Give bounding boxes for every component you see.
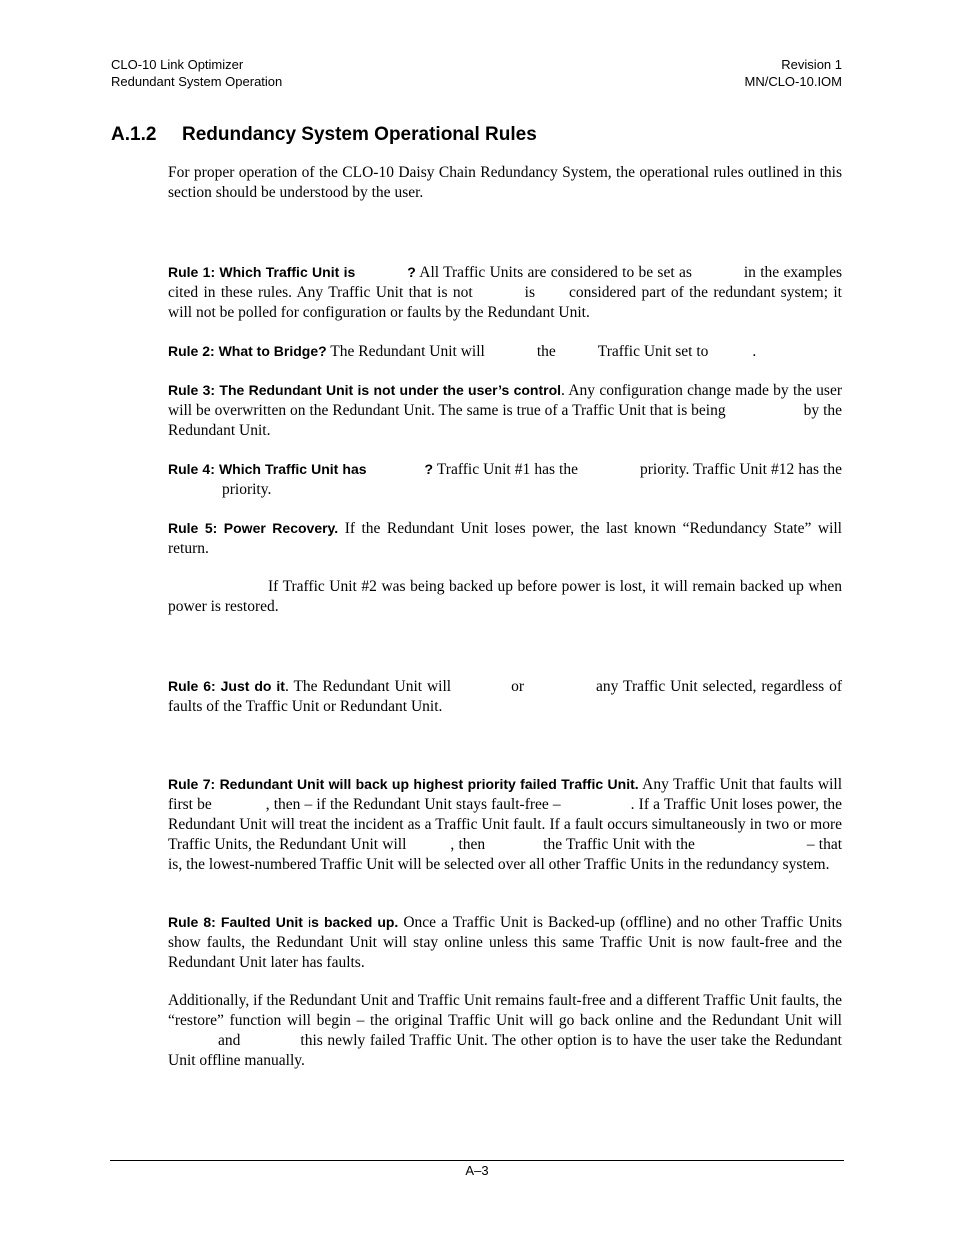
rule-2-text-1: The Redundant Unit will (326, 343, 485, 360)
rule-3-text-2: by the Redundant Unit. (168, 402, 843, 439)
rule-5-example-paragraph (168, 577, 842, 617)
footer-divider (110, 1160, 844, 1161)
rule-3-text-1: . Any configuration change made by the user will be overwritten on the Redundant Unit. The same is true of a Traffic Unit that is being (168, 382, 842, 419)
rule-4-text-3: priority. (222, 481, 272, 498)
rule-1-text-2: in the examples cited in these rules. Any Traffic Unit that is not (168, 264, 842, 301)
rule-5-example-text: If Traffic Unit #2 was being backed up before power is lost, it will remain backed up when power is restored. (168, 578, 842, 615)
rule-4-label: Rule 4: Which Traffic Unit has (168, 461, 367, 477)
rule-7-text-5: the Traffic Unit with the (543, 836, 695, 853)
additional-text-2: and (218, 1032, 241, 1049)
rule-7-paragraph (168, 774, 842, 875)
rule-4-label-end: ? (424, 461, 434, 477)
rule-7-text-1: Any Traffic Unit that faults will first be (168, 776, 843, 813)
rule-8-label: Rule 8: Faulted Unit (168, 914, 309, 930)
rule-6-text-2: or (511, 678, 525, 695)
rule-1-text-4: considered part of the redundant system; it will not be polled for configuration or faults by the Redundant Unit. (168, 284, 842, 321)
rule-5-text-1: If the Redundant Unit loses power, the last known “Redundancy State” will return. (168, 520, 842, 557)
rule-1-label: Rule 1: Which Traffic Unit is (168, 264, 356, 280)
rule-8-label-i: i (308, 914, 312, 930)
rule-1-paragraph (168, 262, 842, 323)
header-left (111, 56, 282, 90)
rule-5-label: Rule 5: Power Recovery. (168, 520, 339, 536)
rule-3-label: Rule 3: The Redundant Unit is not under the user’s control (168, 382, 562, 398)
rule-8-text-1: Once a Traffic Unit is Backed-up (offline) and no other Traffic Units show faults, the Redundant Unit will stay online unless this same Traffic Unit is now fault-free and the Redundant Unit later has faults. (168, 914, 842, 971)
rule-7-text-3: . If a Traffic Unit loses power, the Redundant Unit will treat the incident as a Traffic Unit fault. If a fault occurs simultaneously in two or more Traffic Units, the Redundant Unit will (168, 796, 843, 853)
rule-7-label: Rule 7: Redundant Unit will back up highest priority failed Traffic Unit. (168, 776, 639, 792)
rule-6-paragraph (168, 676, 842, 717)
header-document-number: MN/CLO-10.IOM (744, 74, 842, 89)
additional-text-3: this newly failed Traffic Unit. The other option is to have the user take the Redundant Unit offline manually. (168, 1032, 842, 1069)
page-number: A–3 (465, 1163, 489, 1178)
rule-2-text-2: the (536, 343, 556, 360)
section-number: A.1.2 (111, 124, 157, 145)
rule-8-paragraph (168, 912, 842, 973)
intro-paragraph: For proper operation of the CLO-10 Daisy Chain Redundancy System, the operational rules outlined in this section should be understood by the user. (168, 164, 842, 201)
rule-6-text-1: . The Redundant Unit will (284, 678, 452, 695)
rule-2-text-4: . (752, 343, 757, 360)
rule-6-text-3: any Traffic Unit selected, regardless of faults of the Traffic Unit or Redundant Unit. (168, 678, 842, 715)
header-revision: Revision 1 (781, 57, 842, 72)
additional-text-1: Additionally, if the Redundant Unit and Traffic Unit remains fault-free and a different Traffic Unit faults, the “restore” function will begin – the original Traffic Unit will go back online and the Redundant Unit will (168, 992, 842, 1029)
rule-8-label-end: s backed up. (311, 914, 399, 930)
rule-5-paragraph (168, 518, 842, 559)
rule-7-text-2: , then – if the Redundant Unit stays fault-free – (265, 796, 561, 813)
rule-1-text-3: is (524, 284, 535, 301)
rule-1-text-1: All Traffic Units are considered to be set as (415, 264, 692, 281)
header-manual-title: CLO-10 Link Optimizer (111, 57, 244, 72)
rule-7-text-6: – that is, the lowest-numbered Traffic Unit will be selected over all other Traffic Units in the redundancy system. (168, 836, 843, 873)
rule-1-label-end: ? (407, 264, 416, 280)
rule-2-text-3: Traffic Unit set to (597, 343, 709, 360)
rule-3-paragraph (168, 380, 842, 441)
rule-4-text-1: Traffic Unit #1 has the (433, 461, 578, 478)
header-right (744, 56, 842, 90)
rule-2-label: Rule 2: What to Bridge? (168, 343, 327, 359)
rule-6-label: Rule 6: Just do it (168, 678, 285, 694)
rule-7-text-4: , then (450, 836, 486, 853)
section-heading (111, 123, 537, 147)
rule-2-paragraph (168, 341, 842, 362)
rule-4-text-2: priority. Traffic Unit #12 has the (639, 461, 842, 478)
rule-4-paragraph (168, 459, 842, 500)
header-chapter-title: Redundant System Operation (111, 74, 283, 89)
section-title: Redundancy System Operational Rules (182, 124, 537, 145)
additional-paragraph (168, 991, 842, 1071)
